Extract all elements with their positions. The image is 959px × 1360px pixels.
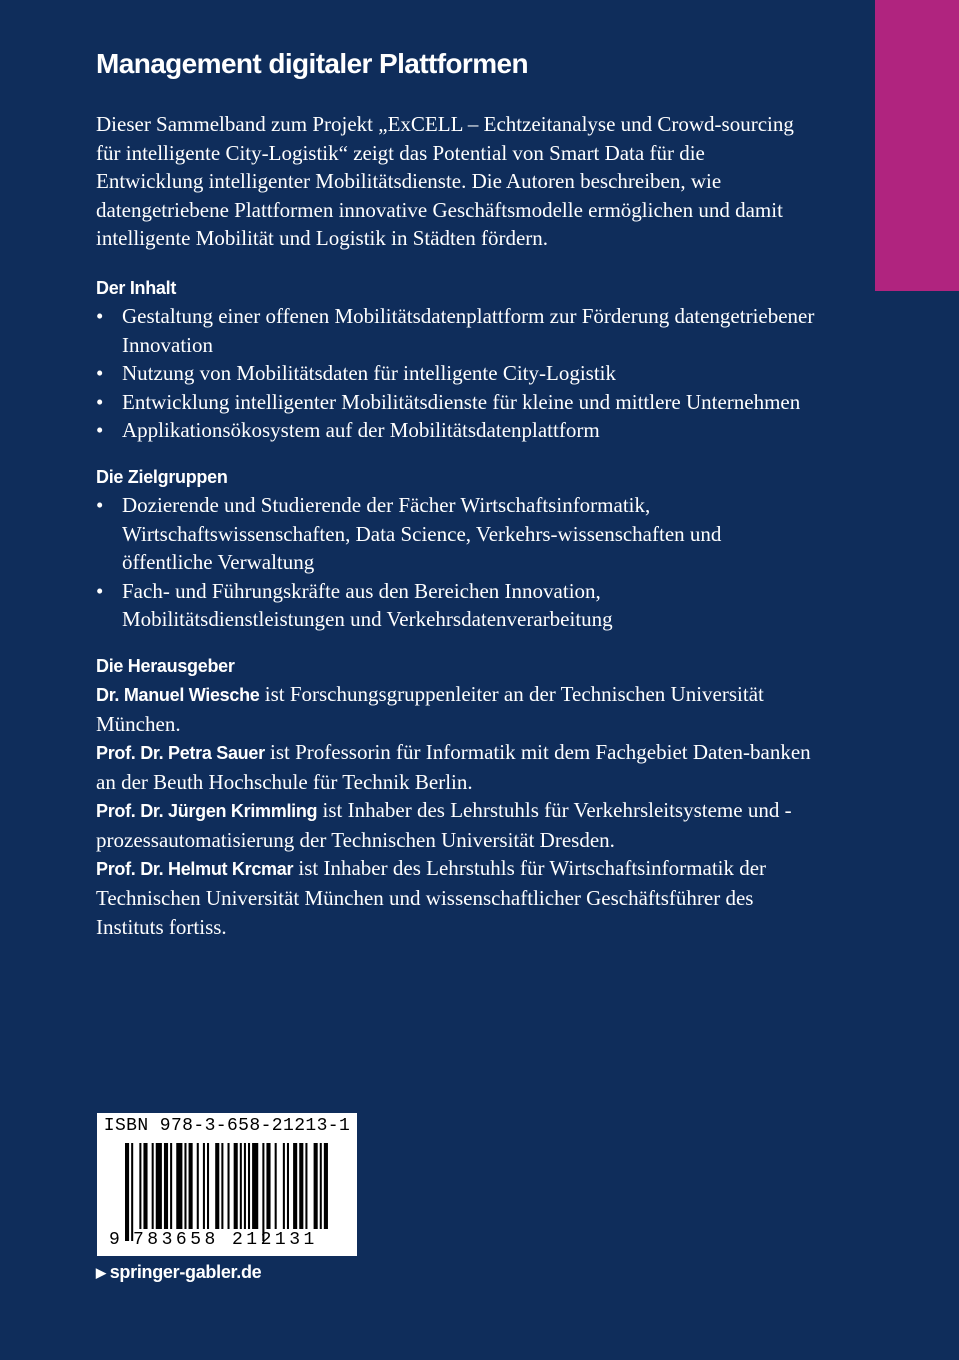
section-heading-zielgruppen: Die Zielgruppen (96, 466, 228, 487)
barcode-bar (189, 1143, 193, 1229)
editor-entry (96, 738, 826, 796)
section-zielgruppen (96, 463, 826, 634)
barcode-bar (176, 1143, 182, 1229)
barcode-digit-first: 9 (109, 1230, 120, 1250)
triangle-right-icon: ▶ (96, 1264, 106, 1280)
intro-paragraph: Dieser Sammelband zum Projekt „ExCELL – Echtzeitanalyse und Crowd-sourcing für intelligente City-Logistik“ zeigt das Potential von Smart Data für die Entwicklung intelligenter Mobilitätsdienste. Die Autoren beschreiben, wie datengetriebene Plattformen innovative Geschäftsmodelle ermöglichen und damit intelligente Mobilität und Logistik in Städten fördern. (96, 112, 794, 251)
publisher-website[interactable] (96, 1262, 261, 1283)
barcode-bar (184, 1143, 186, 1229)
barcode-bar (299, 1143, 303, 1229)
section-heading-herausgeber: Die Herausgeber (96, 655, 235, 676)
zielgruppen-list (96, 491, 736, 634)
section-inhalt (96, 274, 826, 445)
book-title: Management digitaler Plattformen (96, 48, 528, 79)
accent-bar (875, 0, 959, 291)
barcode-bar (228, 1143, 230, 1229)
barcode-bar (266, 1143, 270, 1229)
editor-entry (96, 796, 826, 854)
barcode-bar (244, 1143, 246, 1229)
list-item: • Nutzung von Mobilitätsdaten für intelligente City-Logistik (96, 359, 826, 388)
barcode-bars-icon (125, 1143, 329, 1241)
section-herausgeber (96, 652, 826, 941)
barcode-bar (221, 1143, 223, 1229)
website-url: springer-gabler.de (109, 1262, 262, 1282)
list-item: • Applikationsökosystem auf der Mobilitätsdatenplattform (96, 416, 826, 445)
section-heading-inhalt: Der Inhalt (96, 277, 177, 298)
barcode-bar (203, 1143, 205, 1229)
editor-entry (96, 854, 826, 941)
barcode-bar (287, 1143, 289, 1229)
inhalt-list (96, 302, 826, 445)
barcode-bar (131, 1143, 133, 1241)
editor-description: ist Professorin für Informatik mit dem Fachgebiet Daten-banken an der Beuth Hochschule für Technik Berlin. (96, 740, 811, 794)
editor-name: Prof. Dr. Jürgen Krimmling (96, 801, 318, 822)
isbn-barcode (97, 1113, 357, 1256)
barcode-bar (240, 1143, 242, 1229)
barcode-bar (164, 1143, 168, 1229)
editor-name: Prof. Dr. Petra Sauer (96, 743, 265, 764)
barcode-bar (207, 1143, 209, 1229)
barcode-bar (252, 1143, 258, 1229)
editor-description: ist Inhaber des Lehrstuhls für Verkehrsleitsysteme und -prozessautomatisierung der Technischen Universität Dresden. (96, 798, 792, 852)
barcode-bar (248, 1143, 250, 1229)
editor-name: Prof. Dr. Helmut Krcmar (96, 859, 294, 880)
barcode-bar (283, 1143, 285, 1229)
list-item: • Fach- und Führungskräfte aus den Bereichen Innovation, Mobilitätsdienstleistungen und Verkehrsdatenverarbeitung (96, 577, 736, 634)
barcode-bar (324, 1143, 328, 1229)
barcode-bar (197, 1143, 199, 1229)
barcode-bar (152, 1143, 154, 1229)
barcode-bar (125, 1143, 129, 1241)
list-item: • Entwicklung intelligenter Mobilitätsdienste für kleine und mittlere Unternehmen (96, 388, 826, 417)
barcode-bar (156, 1143, 162, 1229)
barcode-bar (215, 1143, 219, 1229)
barcode-bar (262, 1143, 264, 1241)
editor-name: Dr. Manuel Wiesche (96, 684, 260, 705)
barcode-bar (139, 1143, 141, 1229)
list-item: • Dozierende und Studierende der Fächer Wirtschaftsinformatik, Wirtschaftswissenschaften, Data Science, Verkehrs-wissenschaften und öffentliche Verwaltung (96, 491, 736, 577)
list-item: • Gestaltung einer offenen Mobilitätsdatenplattform zur Förderung datengetriebener Innovation (96, 302, 826, 359)
barcode-bar (314, 1143, 318, 1229)
barcode-bar (143, 1143, 147, 1229)
barcode-bar (293, 1143, 297, 1229)
back-cover-content (96, 44, 826, 941)
barcode-bar (170, 1143, 172, 1229)
editor-description: ist Inhaber des Lehrstuhls für Wirtschaftsinformatik der Technischen Universität München und wissenschaftlicher Geschäftsführer des Instituts fortiss. (96, 856, 767, 939)
barcode-bar (275, 1143, 277, 1229)
editor-description: ist Forschungsgruppenleiter an der Technischen Universität München. (96, 681, 764, 736)
barcode-bar (320, 1143, 322, 1229)
barcode-digits-group1: 783658 (133, 1230, 219, 1250)
barcode-digits-group2: 212131 (232, 1230, 318, 1250)
editor-entry (96, 680, 826, 738)
isbn-label: ISBN 978-3-658-21213-1 (103, 1116, 351, 1136)
barcode-bar (234, 1143, 238, 1229)
barcode-bar (305, 1143, 307, 1229)
